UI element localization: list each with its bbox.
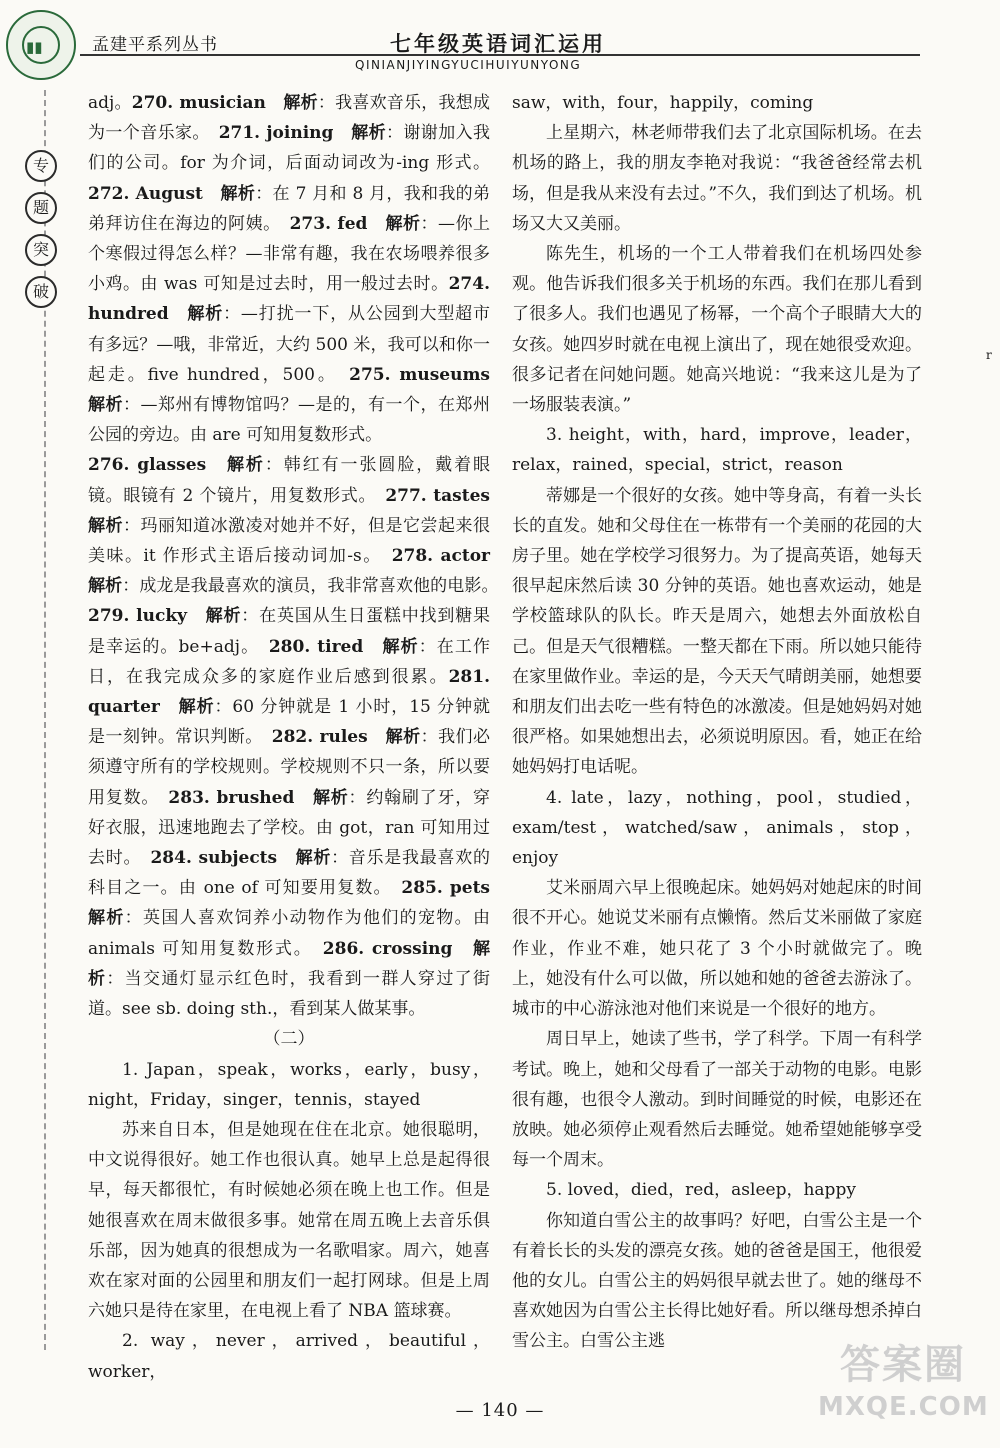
answer-keyword: 解析 xyxy=(283,93,318,113)
answer-text xyxy=(490,878,507,898)
answer-text: ：当交通灯显示红色时，我看到一群人穿过了街道。see sb. doing sth.，看到某人做某事。 xyxy=(88,968,491,1020)
answer-keyword: 解析 xyxy=(385,727,421,748)
answer-keyword: 275. museums xyxy=(349,364,491,385)
answer-keyword: 解析 xyxy=(220,183,256,204)
question-options: 5. loved，died，red，asleep，happy xyxy=(546,1180,856,1201)
answer-keyword: 解析 xyxy=(88,395,123,416)
answer-text: ：谢谢加入我们的公司。for 为介词，后面动词改为-ing 形式。 xyxy=(88,123,491,174)
answer-text xyxy=(490,546,507,566)
answer-keyword: 解析 xyxy=(295,848,332,869)
answer-text xyxy=(203,184,221,204)
answer-text: adj。 xyxy=(88,93,132,113)
right-column xyxy=(512,88,922,1357)
translation-paragraph: 上星期六，林老师带我们去了北京国际机场。在去机场的路上，我的朋友李艳对我说：“我爸爸经常去机场，但是我从来没有去过。”不久，我们到达了机场。机场又大又美丽。 xyxy=(512,123,922,234)
translation-paragraph: 陈先生，机场的一个工人带着我们在机场四处参观。他告诉我们很多关于机场的东西。我们在那儿看到了很多人。我们也遇见了杨幂，一个高个子眼睛大大的女孩。她四岁时就在电视上演出了，现在她很受欢迎。很多记者在问她问题。她高兴地说：“我来这儿是为了一场服装表演。” xyxy=(512,244,922,416)
page-header xyxy=(0,0,1000,90)
left-column xyxy=(88,88,508,1387)
site-watermark xyxy=(818,1338,988,1438)
answer-keyword: 274. hundred xyxy=(88,274,490,325)
answer-keyword: 解析 xyxy=(351,123,387,144)
answer-text xyxy=(367,214,385,234)
side-char: 专 xyxy=(25,150,57,182)
question-options: 1. Japan，speak，works，early，busy，night，Friday，singer，tennis，stayed xyxy=(88,1059,490,1110)
answer-keyword: 解析 xyxy=(88,515,123,536)
answer-text: ：约翰刷了牙，穿好衣服，迅速地跑去了学校。由 got，ran 可知用过去时。 xyxy=(88,787,491,869)
answer-keyword: 解析 xyxy=(227,455,265,476)
side-label xyxy=(25,150,65,318)
answer-text xyxy=(294,788,313,808)
translation-paragraph: 周日早上，她读了些书，学了科学。下周一有科学考试。晚上，她和父母看了一部关于动物的电影。电影很有趣，也很令人激动。到时间睡觉的时候，电影还在放映。她必须停止观看然后去睡觉。她希望她能够享受每一个周末。 xyxy=(512,1029,922,1171)
watermark-line: 答案圈 xyxy=(840,1342,966,1388)
answer-text: ：韩红有一张圆脸，戴着眼镜。眼镜有 2 个镜片，用复数形式。 xyxy=(88,455,491,506)
answer-keyword: 解析 xyxy=(88,938,491,989)
answer-keyword: 277. tastes xyxy=(385,485,490,506)
stray-mark: r xyxy=(986,348,992,362)
answer-block xyxy=(88,88,490,450)
answer-text xyxy=(187,606,206,626)
answer-keyword: 解析 xyxy=(382,636,419,657)
section-heading: （二） xyxy=(263,1029,315,1050)
question-options: 2. way，never，arrived，beautiful，worker， xyxy=(88,1331,490,1382)
question-options: 3. height，with，hard，improve，leader，relax，rained，special，strict，reason xyxy=(512,425,922,476)
answer-keyword: 271. joining xyxy=(218,123,334,144)
answer-keyword: 283. brushed xyxy=(168,787,295,808)
answer-keyword: 解析 xyxy=(312,787,349,808)
answer-text xyxy=(363,637,382,657)
answer-keyword: 279. lucky xyxy=(88,606,187,627)
side-char: 突 xyxy=(25,234,57,266)
answer-text: ：—郑州有博物馆吗？—是的，有一个，在郑州公园的旁边。由 are 可知用复数形式。 xyxy=(88,395,490,446)
answer-keyword: 270. musician xyxy=(131,93,266,113)
answer-text: ：—你上个寒假过得怎么样？—非常有趣，我在农场喂养很多小鸡。由 was 可知是过去时，用一般过去时。 xyxy=(88,213,491,295)
page-number: — 140 — xyxy=(455,1400,545,1421)
answer-keyword: 解析 xyxy=(88,908,125,929)
answer-text xyxy=(490,486,507,506)
answer-text: ：我们必须遵守所有的学校规则。学校规则不只一条，所以要用复数。 xyxy=(88,727,491,808)
answer-text: ：我喜欢音乐，我想成为一个音乐家。 xyxy=(88,93,491,144)
translation-paragraph: 蒂娜是一个很好的女孩。她中等身高，有着一头长长的直发。她和父母住在一栋带有一个美丽的花园的大房子里。她在学校学习很努力。为了提高英语，她每天很早起床然后读 30 分钟的英语。她也喜欢运动，她是学校篮球队的队长。昨天是周六，她想去外面放松自己。但是天气很糟糕。一整天都在下雨。所以她只能待在家里做作业。幸运的是，今天天气晴朗美丽，她想要和朋友们出去吃一些有特色的冰激凌。但是她妈妈对她很严格。如果她想出去，必须说明原因。看，她正在给她妈妈打电话呢。 xyxy=(512,485,922,778)
answer-text: ：英国人喜欢饲养小动物作为他们的宠物。由 animals 可知用复数形式。 xyxy=(88,908,491,959)
answer-text xyxy=(277,848,295,868)
answer-keyword: 286. crossing xyxy=(322,938,453,959)
answer-keyword: 284. subjects xyxy=(150,848,278,869)
side-char: 题 xyxy=(25,192,57,224)
answer-text: ：成龙是我最喜欢的演员，我非常喜欢他的电影。 xyxy=(122,576,508,597)
title-pinyin: QINIANJIYINGYUCIHUIYUNYONG xyxy=(355,58,582,72)
answer-text: ：—打扰一下，从公园到大型超市有多远？—哦，非常近，大约 500 米，我可以和你一起走。five hundred，500。 xyxy=(88,304,491,385)
publisher-logo-icon: ▮▮ xyxy=(6,10,76,80)
answer-keyword: 276. glasses xyxy=(88,455,207,476)
answer-keyword: 273. fed xyxy=(289,213,368,234)
answer-text xyxy=(160,697,179,717)
answer-text xyxy=(490,365,507,385)
answer-keyword: 解析 xyxy=(88,576,123,597)
answer-text: ：玛丽知道冰激凌对她并不好，但是它尝起来很美味。it 作形式主语后接动词加-s。 xyxy=(88,515,490,567)
answer-keyword: 282. rules xyxy=(271,727,368,748)
answer-text: ：在 7 月和 8 月，我和我的弟弟拜访住在海边的阿姨。 xyxy=(88,183,491,234)
question-options: saw，with，four，happily，coming xyxy=(512,93,814,113)
series-name: 孟建平系列丛书 xyxy=(92,35,218,55)
answer-keyword: 278. actor xyxy=(391,546,490,567)
answer-text xyxy=(333,123,351,143)
answer-block xyxy=(88,450,508,1024)
answer-text xyxy=(266,93,283,113)
translation-paragraph: 艾米丽周六早上很晚起床。她妈妈对她起床的时间很不开心。她说艾米丽有点懒惰。然后艾米丽做了家庭作业，作业不难，她只花了 3 个小时就做完了。晚上，她没有什么可以做，所以她和她的爸爸去游泳了。城市的中心游泳池对他们来说是一个很好的地方。 xyxy=(512,878,922,1020)
answer-text: ：在工作日，在我完成众多的家庭作业后感到很累。 xyxy=(88,636,491,687)
watermark-line: MXQE.COM xyxy=(818,1392,989,1422)
answer-text: ：音乐是我最喜欢的科目之一。由 one of 可知要用复数。 xyxy=(88,848,490,899)
answer-keyword: 281. quarter xyxy=(88,666,490,718)
answer-keyword: 解析 xyxy=(178,697,215,718)
translation-paragraph: 你知道白雪公主的故事吗？好吧，白雪公主是一个有着长长的头发的漂亮女孩。她的爸爸是国王，他很爱他的女儿。白雪公主的妈妈很早就去世了。她的继母不喜欢她因为白雪公主长得比她好看。所以继母想杀掉白雪公主。白雪公主逃 xyxy=(512,1210,922,1352)
page-title: 七年级英语词汇运用 xyxy=(390,31,606,56)
answer-keyword: 解析 xyxy=(385,213,421,234)
answer-text: ：60 分钟就是 1 小时，15 分钟就是一刻钟。常识判断。 xyxy=(88,697,490,748)
answer-text xyxy=(206,455,227,475)
answer-keyword: 280. tired xyxy=(268,636,364,657)
translation-paragraph: 苏来自日本，但是她现在住在北京。她很聪明，中文说得很好。她工作也很认真。她早上总是起得很早，每天都很忙，有时候她必须在晚上也工作。但是她很喜欢在周末做很多事。她常在周五晚上去音乐俱乐部，因为她真的很想成为一名歌唱家。周六，她喜欢在家对面的公园里和朋友们一起打网球。但是上周六她只是待在家里，在电视上看了 NBA 篮球赛。 xyxy=(88,1119,490,1322)
answer-text xyxy=(169,304,188,324)
answer-text: ：在英国从生日蛋糕中找到糖果是幸运的。be+adj。 xyxy=(88,606,491,657)
answer-keyword: 解析 xyxy=(205,606,242,627)
side-char: 破 xyxy=(25,276,57,308)
question-options: 4. late，lazy，nothing，pool，studied，exam/test，watched/saw，animals，stop，enjoy xyxy=(512,787,922,869)
answer-keyword: 解析 xyxy=(187,304,224,325)
answer-text xyxy=(452,939,473,959)
answer-keyword: 285. pets xyxy=(401,878,490,899)
answer-text xyxy=(368,727,386,747)
answer-keyword: 272. August xyxy=(88,183,203,204)
